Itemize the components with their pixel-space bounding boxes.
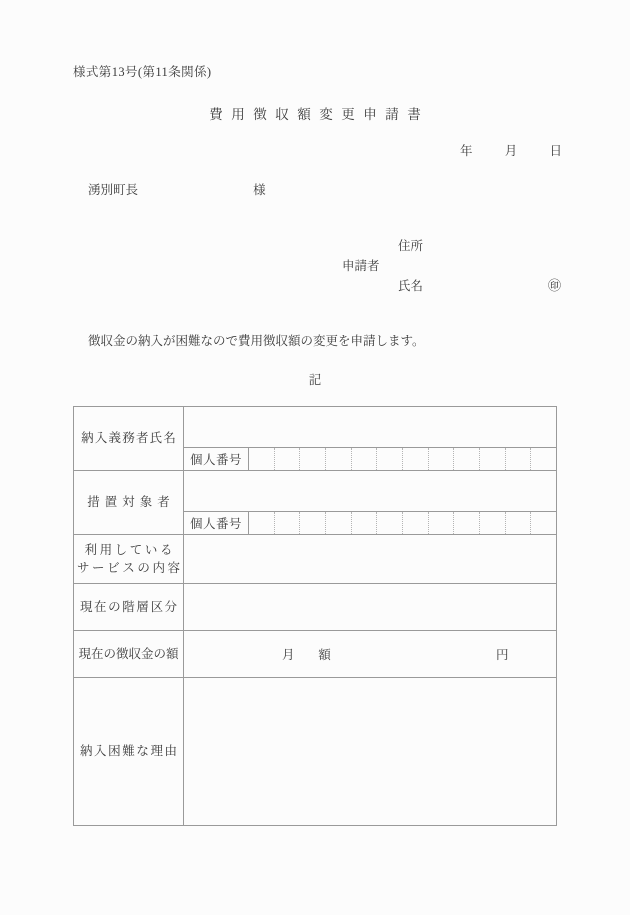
mynumber-digit-cell[interactable] (429, 512, 455, 534)
date-month-label: 月 (504, 144, 518, 158)
mynumber-digit-cell[interactable] (275, 448, 301, 470)
applicant-address-row (342, 236, 557, 256)
mynumber-digit-cell[interactable] (454, 448, 480, 470)
mynumber-digit-cell[interactable] (300, 448, 326, 470)
statement-text: 徴収金の納入が困難なので費用徴収額の変更を申請します。 (88, 334, 425, 348)
row-label-current-class: 現在の階層区分 (74, 584, 184, 631)
table-row (74, 407, 557, 448)
applicant-label: 申請者 (342, 259, 380, 273)
row-label-current-amount: 現在の徴収金の額 (74, 631, 184, 678)
service-label-line2: サービスの内容 (76, 561, 183, 575)
mynumber-digit-cell[interactable] (300, 512, 326, 534)
row-label-reason: 納入困難な理由 (74, 678, 184, 826)
table-row (74, 584, 557, 631)
payer-name-input[interactable] (184, 407, 557, 448)
mynumber-input-payer[interactable] (249, 448, 557, 471)
page-title: 費用徴収額変更申請書 (209, 107, 430, 122)
table-row (74, 535, 557, 584)
service-label-line1: 利用している (84, 542, 176, 557)
mynumber-digit-cell[interactable] (352, 448, 378, 470)
mynumber-digit-cell[interactable] (249, 512, 275, 534)
currency-label: 円 (496, 648, 509, 662)
addressee-honorific: 様 (253, 183, 266, 197)
date-year-label: 年 (459, 144, 473, 158)
mynumber-digit-cell[interactable] (352, 512, 378, 534)
table-row (74, 678, 557, 826)
service-content-input[interactable] (184, 535, 557, 584)
monthly-amount-label (282, 645, 331, 663)
mynumber-digit-cell[interactable] (326, 448, 352, 470)
mynumber-label-target: 個人番号 (184, 512, 249, 535)
measure-target-input[interactable] (184, 471, 557, 512)
reason-textarea[interactable] (184, 678, 557, 826)
mynumber-digit-cell[interactable] (275, 512, 301, 534)
mynumber-digit-cell[interactable] (531, 512, 556, 534)
mynumber-digit-cell[interactable] (531, 448, 556, 470)
row-label-service-content (74, 535, 184, 584)
mynumber-digit-cell[interactable] (326, 512, 352, 534)
mynumber-digit-grid (249, 448, 556, 470)
mynumber-digit-cell[interactable] (480, 512, 506, 534)
mynumber-digit-cell[interactable] (429, 448, 455, 470)
mynumber-digit-cell[interactable] (249, 448, 275, 470)
applicant-label-row (342, 256, 557, 276)
mynumber-digit-cell[interactable] (506, 512, 532, 534)
mynumber-digit-cell[interactable] (377, 512, 403, 534)
table-row (74, 631, 557, 678)
mynumber-input-target[interactable] (249, 512, 557, 535)
mynumber-digit-grid (249, 512, 556, 534)
current-class-input[interactable] (184, 584, 557, 631)
form-number: 様式第13号(第11条関係) (73, 65, 212, 79)
mynumber-digit-cell[interactable] (454, 512, 480, 534)
mynumber-digit-cell[interactable] (480, 448, 506, 470)
table-row (74, 471, 557, 512)
date-line (0, 141, 630, 159)
applicant-block (342, 236, 561, 296)
mynumber-digit-cell[interactable] (377, 448, 403, 470)
row-label-measure-target: 措置対象者 (74, 471, 184, 535)
mynumber-label-payer: 個人番号 (184, 448, 249, 471)
application-table (73, 406, 557, 826)
applicant-address-label: 住所 (398, 239, 424, 253)
mynumber-digit-cell[interactable] (506, 448, 532, 470)
mynumber-digit-cell[interactable] (403, 448, 429, 470)
amount-label: 額 (318, 648, 332, 662)
applicant-name-row (342, 276, 561, 296)
monthly-label: 月 (282, 648, 296, 662)
ki-marker: 記 (308, 373, 322, 387)
addressee (88, 180, 266, 198)
date-day-label: 日 (549, 144, 562, 158)
mynumber-digit-cell[interactable] (403, 512, 429, 534)
current-amount-input[interactable] (184, 631, 557, 678)
seal-icon: ㊞ (547, 278, 561, 293)
row-label-payer-name: 納入義務者氏名 (74, 407, 184, 471)
applicant-name-label: 氏名 (398, 279, 424, 293)
addressee-name: 湧別町長 (88, 183, 139, 197)
